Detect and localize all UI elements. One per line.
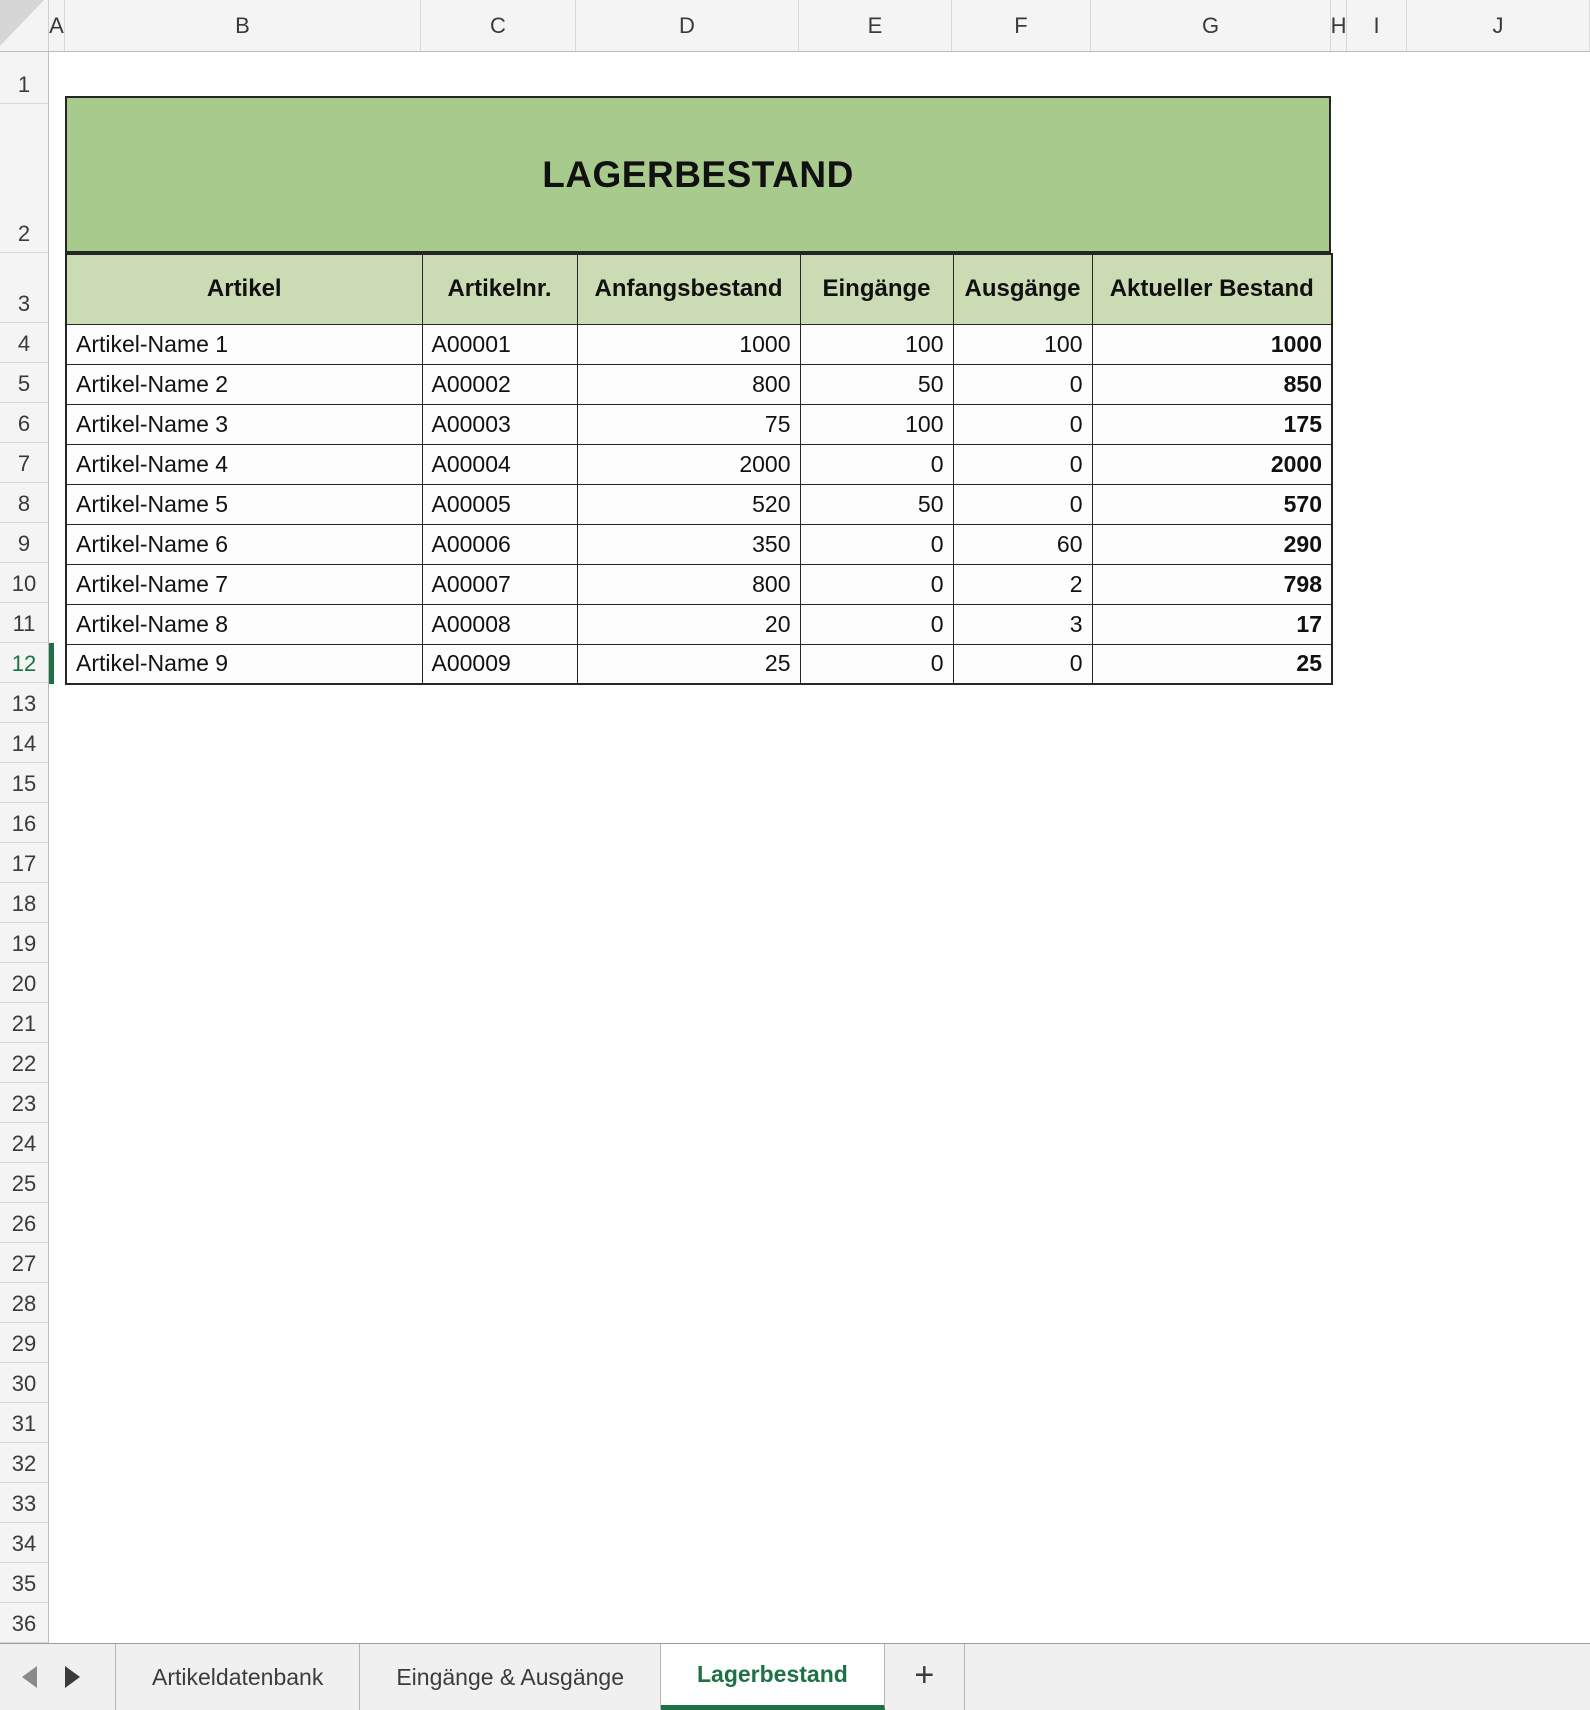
row-header-36[interactable]: 36 — [0, 1603, 48, 1643]
table-cell[interactable]: 50 — [800, 484, 953, 524]
sheet-tab-lagerbestand[interactable]: Lagerbestand — [661, 1644, 885, 1710]
table-cell[interactable]: A00006 — [422, 524, 577, 564]
table-header-row — [66, 254, 1332, 324]
row-header-9[interactable]: 9 — [0, 523, 48, 563]
column-letters — [49, 0, 1590, 51]
row-header-31[interactable]: 31 — [0, 1403, 48, 1443]
table-cell[interactable]: 2 — [953, 564, 1092, 604]
table-cell[interactable]: A00005 — [422, 484, 577, 524]
row-header-13[interactable]: 13 — [0, 683, 48, 723]
row-header-25[interactable]: 25 — [0, 1163, 48, 1203]
row-header-35[interactable]: 35 — [0, 1563, 48, 1603]
row-header-21[interactable]: 21 — [0, 1003, 48, 1043]
table-cell[interactable]: 0 — [800, 524, 953, 564]
row-header-8[interactable]: 8 — [0, 483, 48, 523]
table-cell[interactable]: Artikel-Name 3 — [66, 404, 422, 444]
table-row — [66, 484, 1332, 524]
table-cell[interactable]: 2000 — [577, 444, 800, 484]
title-banner-cell[interactable] — [65, 96, 1331, 253]
table-row — [66, 324, 1332, 364]
sheet-navigation — [0, 1644, 115, 1710]
table-row — [66, 524, 1332, 564]
table-cell[interactable]: 850 — [1092, 364, 1332, 404]
table-cell[interactable]: 3 — [953, 604, 1092, 644]
table-cell[interactable]: A00004 — [422, 444, 577, 484]
table-cell[interactable]: 175 — [1092, 404, 1332, 444]
row-header-29[interactable]: 29 — [0, 1323, 48, 1363]
row-header-26[interactable]: 26 — [0, 1203, 48, 1243]
row-header-19[interactable]: 19 — [0, 923, 48, 963]
row-header-4[interactable]: 4 — [0, 323, 48, 363]
table-cell[interactable]: 0 — [953, 484, 1092, 524]
row-header-22[interactable]: 22 — [0, 1043, 48, 1083]
prev-sheet-button left-arrow-icon[interactable] — [22, 1666, 37, 1688]
row-header-14[interactable]: 14 — [0, 723, 48, 763]
column-header-J[interactable]: J — [1407, 0, 1590, 51]
table-header-aktueller-bestand[interactable]: Aktueller Bestand — [1092, 254, 1332, 324]
table-cell[interactable]: 520 — [577, 484, 800, 524]
table-cell[interactable]: 75 — [577, 404, 800, 444]
table-row — [66, 564, 1332, 604]
table-header-artikelnr[interactable]: Artikelnr. — [422, 254, 577, 324]
table-cell[interactable]: 20 — [577, 604, 800, 644]
table-header-artikel[interactable]: Artikel — [66, 254, 422, 324]
row-header-28[interactable]: 28 — [0, 1283, 48, 1323]
column-header-C[interactable]: C — [421, 0, 576, 51]
sheet-tabs — [115, 1644, 885, 1710]
column-header-A[interactable]: A — [49, 0, 65, 51]
row-header-15[interactable]: 15 — [0, 763, 48, 803]
table-cell[interactable]: 17 — [1092, 604, 1332, 644]
select-all-button[interactable] — [0, 0, 49, 51]
table-row — [66, 604, 1332, 644]
sheet-tab-artikeldatenbank[interactable]: Artikeldatenbank — [115, 1644, 360, 1710]
table-header-anfangsbestand[interactable]: Anfangsbestand — [577, 254, 800, 324]
row-header-27[interactable]: 27 — [0, 1243, 48, 1283]
sheet-tab-eing-nge-ausg-nge[interactable]: Eingänge & Ausgänge — [360, 1644, 661, 1710]
table-cell[interactable]: A00003 — [422, 404, 577, 444]
add-sheet-button plus-icon[interactable]: + — [885, 1644, 965, 1710]
row-header-2[interactable]: 2 — [0, 104, 48, 253]
table-cell[interactable]: 0 — [800, 644, 953, 684]
column-header-E[interactable]: E — [799, 0, 952, 51]
table-cell[interactable]: A00002 — [422, 364, 577, 404]
table-header-eing-nge[interactable]: Eingänge — [800, 254, 953, 324]
row-header-16[interactable]: 16 — [0, 803, 48, 843]
row-header-5[interactable]: 5 — [0, 363, 48, 403]
table-cell[interactable]: 0 — [953, 644, 1092, 684]
table-cell[interactable]: 0 — [800, 564, 953, 604]
row-header-30[interactable]: 30 — [0, 1363, 48, 1403]
table-cell[interactable]: 50 — [800, 364, 953, 404]
table-cell[interactable]: 800 — [577, 364, 800, 404]
table-row — [66, 404, 1332, 444]
row-header-20[interactable]: 20 — [0, 963, 48, 1003]
table-cell[interactable]: A00001 — [422, 324, 577, 364]
table-row — [66, 364, 1332, 404]
table-cell[interactable]: 0 — [953, 444, 1092, 484]
table-cell[interactable]: 100 — [800, 404, 953, 444]
table-cell[interactable]: A00008 — [422, 604, 577, 644]
next-sheet-button right-arrow-icon[interactable] — [65, 1666, 80, 1688]
row-header-12[interactable]: 12 — [0, 643, 48, 683]
table-cell[interactable]: 798 — [1092, 564, 1332, 604]
row-header-3[interactable]: 3 — [0, 253, 48, 323]
column-header-bar — [0, 0, 1590, 52]
select-all-icon — [0, 0, 44, 46]
table-cell[interactable]: 1000 — [1092, 324, 1332, 364]
column-header-I[interactable]: I — [1347, 0, 1407, 51]
row-header-6[interactable]: 6 — [0, 403, 48, 443]
column-header-B[interactable]: B — [65, 0, 421, 51]
table-cell[interactable]: A00007 — [422, 564, 577, 604]
table-cell[interactable]: 0 — [953, 404, 1092, 444]
table-cell[interactable]: A00009 — [422, 644, 577, 684]
row-header-33[interactable]: 33 — [0, 1483, 48, 1523]
row-header-18[interactable]: 18 — [0, 883, 48, 923]
table-cell[interactable]: 0 — [800, 444, 953, 484]
row-header-1[interactable]: 1 — [0, 52, 48, 104]
table-cell[interactable]: 570 — [1092, 484, 1332, 524]
table-cell[interactable]: 100 — [953, 324, 1092, 364]
table-cell[interactable]: Artikel-Name 2 — [66, 364, 422, 404]
table-row — [66, 444, 1332, 484]
row-header-11[interactable]: 11 — [0, 603, 48, 643]
table-cell[interactable]: 25 — [577, 644, 800, 684]
row-header-32[interactable]: 32 — [0, 1443, 48, 1483]
title-banner-text: LAGERBESTAND — [542, 153, 854, 195]
row-header-23[interactable]: 23 — [0, 1083, 48, 1123]
table-cell[interactable]: 25 — [1092, 644, 1332, 684]
selected-row-indicator — [49, 643, 54, 684]
row-header-bar — [0, 52, 49, 1643]
column-header-H[interactable]: H — [1331, 0, 1347, 51]
table-cell[interactable]: Artikel-Name 5 — [66, 484, 422, 524]
table-cell[interactable]: 0 — [953, 364, 1092, 404]
row-header-10[interactable]: 10 — [0, 563, 48, 603]
table-cell[interactable]: Artikel-Name 4 — [66, 444, 422, 484]
inventory-table — [65, 253, 1333, 685]
table-cell[interactable]: Artikel-Name 7 — [66, 564, 422, 604]
column-header-G[interactable]: G — [1091, 0, 1331, 51]
table-cell[interactable]: Artikel-Name 8 — [66, 604, 422, 644]
row-header-34[interactable]: 34 — [0, 1523, 48, 1563]
row-header-7[interactable]: 7 — [0, 443, 48, 483]
sheet-tab-bar — [0, 1643, 1590, 1710]
table-cell[interactable]: 60 — [953, 524, 1092, 564]
table-cell[interactable]: 290 — [1092, 524, 1332, 564]
table-header-ausg-nge[interactable]: Ausgänge — [953, 254, 1092, 324]
row-header-24[interactable]: 24 — [0, 1123, 48, 1163]
table-row — [66, 644, 1332, 684]
table-cell[interactable]: Artikel-Name 9 — [66, 644, 422, 684]
column-header-D[interactable]: D — [576, 0, 799, 51]
table-cell[interactable]: Artikel-Name 1 — [66, 324, 422, 364]
table-cell[interactable]: 1000 — [577, 324, 800, 364]
table-cell[interactable]: 800 — [577, 564, 800, 604]
table-cell[interactable]: 2000 — [1092, 444, 1332, 484]
table-cell[interactable]: 0 — [800, 604, 953, 644]
table-cell[interactable]: Artikel-Name 6 — [66, 524, 422, 564]
table-cell[interactable]: 100 — [800, 324, 953, 364]
table-cell[interactable]: 350 — [577, 524, 800, 564]
column-header-F[interactable]: F — [952, 0, 1091, 51]
row-header-17[interactable]: 17 — [0, 843, 48, 883]
